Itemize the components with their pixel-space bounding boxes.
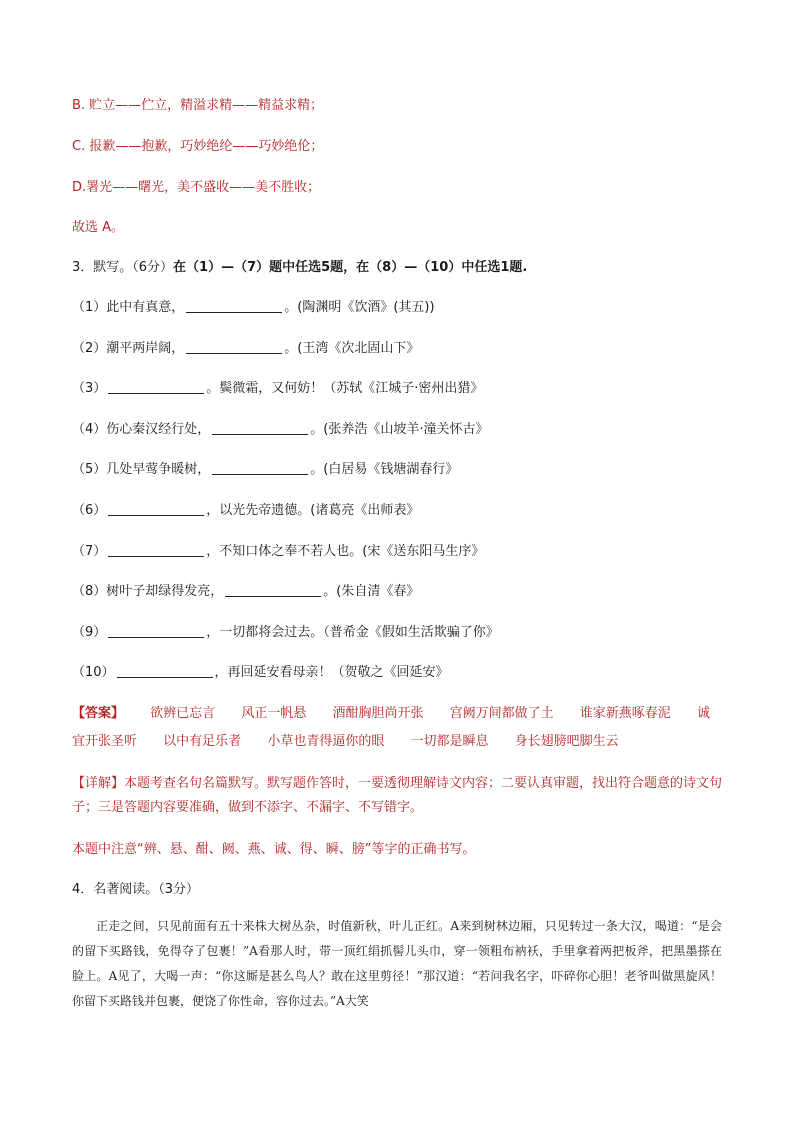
- answer-choice: 故选 A。: [72, 220, 125, 235]
- item-prefix: （1）此中有真意，: [72, 300, 185, 315]
- answer-item: 一切都是瞬息: [410, 734, 489, 749]
- fill-in-item: [72, 298, 435, 318]
- item-prefix: （7）: [72, 543, 107, 559]
- answer-row-2: [72, 732, 641, 752]
- fill-in-item: [72, 339, 419, 359]
- item-prefix: （8）树叶子却绿得发亮，: [72, 584, 224, 600]
- answer-blank[interactable]: [212, 460, 308, 475]
- answer-blank[interactable]: [108, 542, 204, 557]
- item-prefix: （5）几处早莺争暖树，: [72, 462, 211, 478]
- fill-in-item: [72, 623, 499, 643]
- answer-blank[interactable]: [225, 582, 321, 597]
- item-prefix: （6）: [72, 503, 107, 518]
- fill-in-item: [72, 582, 419, 602]
- fill-in-item: [72, 663, 449, 683]
- answer-blank[interactable]: [108, 379, 204, 394]
- answer-blank[interactable]: [108, 501, 204, 516]
- fill-in-item: [72, 460, 458, 480]
- fill-in-item: [72, 379, 483, 399]
- item-source: ，一切都将会过去。（普希金《假如生活欺骗了你》: [206, 624, 499, 640]
- answer-item: 宜开张圣听: [72, 734, 138, 749]
- item-source: ，以光先帝遗德。(诸葛亮《出师表》: [206, 503, 420, 518]
- item-prefix: （2）潮平两岸阔，: [72, 340, 185, 356]
- answer-item: 风正一帆悬: [241, 706, 307, 721]
- question-3-instruction: 在（1）—（7）题中任选5题，在（8）—（10）中任选1题.: [173, 260, 528, 275]
- item-prefix: （10）: [72, 665, 115, 681]
- answer-blank[interactable]: [186, 298, 282, 313]
- option-d: D.署光——曙光，美不盛收——美不胜收；: [72, 180, 321, 195]
- question-3-heading: [72, 258, 527, 278]
- item-source: 。(王湾《次北固山下》: [284, 340, 420, 356]
- question-3-number: 3．默写。（6分）: [72, 260, 174, 275]
- item-source: 。鬓微霜，又何妨！（苏轼《江城子·密州出猎》: [206, 381, 484, 397]
- answer-blank[interactable]: [212, 420, 308, 435]
- detail-explanation: 【详解】本题考查名句名篇默写。默写题作答时，一要透彻理解诗文内容；二要认真审题，找出符合题意的诗文句子；三是答题内容要准确，做到不添字、不漏字、不写错字。: [72, 776, 723, 815]
- answer-item: 欲辨已忘言: [150, 706, 216, 721]
- item-prefix: （9）: [72, 624, 107, 640]
- reading-passage: 正走之间，只见前面有五十来株大树丛杂，时值新秋，叶儿正红。A来到树林边厢，只见转过一条大汉，喝道：“是会的留下买路钱，免得夺了包裹！”A看那人时，带一顶红绢抓髻儿头巾，穿一领粗布衲袄，手里拿着两把板斧，把黑墨搽在脸上。A见了，大喝一声：“你这厮是甚么鸟人？敢在这里剪径！”那汉道：“若问我名字，吓碎你心胆！老爷叫做黑旋风！你留下买路钱并包裹，便饶了你性命，容你过去。”A大笑: [72, 919, 722, 1008]
- answer-item: 谁家新燕啄春泥: [579, 706, 671, 721]
- answer-label: 【答案】: [72, 706, 125, 721]
- option-b: B. 贮立——伫立，精溢求精——精益求精；: [72, 98, 324, 113]
- answer-item: 宫阙万间都做了土: [449, 706, 554, 721]
- answer-blank[interactable]: [186, 339, 282, 354]
- fill-in-item: [72, 420, 489, 440]
- answer-item: 酒酣胸胆尚开张: [332, 706, 424, 721]
- item-source: 。(张养浩《山坡羊·潼关怀古》: [310, 421, 489, 437]
- item-prefix: （3）: [72, 381, 107, 397]
- answer-item: 身长翅膀吧脚生云: [514, 734, 619, 749]
- answer-blank[interactable]: [108, 623, 204, 638]
- item-source: ，不知口体之奉不若人也。(宋《送东阳马生序》: [206, 543, 485, 559]
- question-4-heading: 4．名著阅读。（3分）: [72, 882, 200, 897]
- item-source: 。(陶渊明《饮酒》(其五)): [284, 300, 435, 315]
- fill-in-item: [72, 542, 484, 562]
- answer-blank[interactable]: [117, 663, 213, 678]
- fill-in-item: [72, 501, 419, 521]
- item-source: 。(白居易《钱塘湖春行》: [310, 462, 459, 478]
- item-source: 。(朱自清《春》: [323, 584, 420, 600]
- option-c: C. 报歉——抱歉，巧妙绝纶——巧妙绝伦；: [72, 139, 324, 154]
- answer-row-1: [72, 704, 710, 724]
- answer-item: 诚: [696, 706, 710, 721]
- writing-note: 本题中注意“辨、悬、酣、阙、燕、诚、得、瞬、膀”等字的正确书写。: [72, 842, 476, 857]
- answer-item: 以中有足乐者: [163, 734, 242, 749]
- item-source: ，再回延安看母亲！（贺敬之《回延安》: [214, 665, 449, 681]
- answer-item: 小草也青得逼你的眼: [267, 734, 385, 749]
- item-prefix: （4）伤心秦汉经行处，: [72, 421, 211, 437]
